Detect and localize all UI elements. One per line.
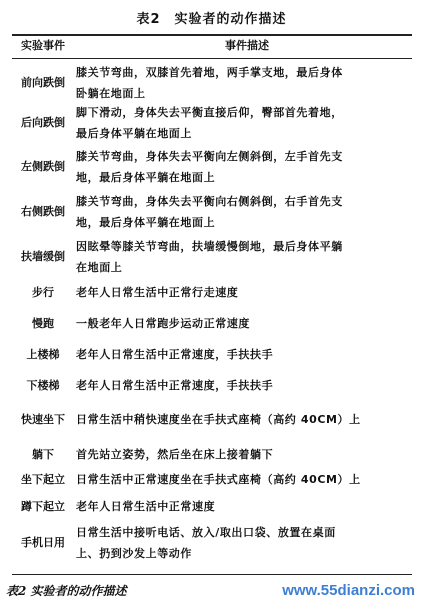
table-row [12, 444, 412, 465]
table-row [12, 409, 412, 430]
event-description-line: 日常生活中接听电话、放入/取出口袋、放置在桌面 [76, 526, 336, 539]
figure-caption: 表2 实验者的动作描述 [6, 584, 127, 598]
event-description-line: 老年人日常生活中正常速度 [76, 500, 216, 513]
event-name: 扶墙缓倒 [21, 250, 65, 263]
table-row [12, 191, 412, 233]
event-name: 右侧跌倒 [21, 205, 65, 218]
event-description-line: 老年人日常生活中正常速度，手扶扶手 [76, 379, 274, 392]
event-description-line: 地，最后身体平躺在地面上 [76, 171, 216, 184]
event-description-line: 首先站立姿势，然后坐在床上接着躺下 [76, 448, 274, 461]
event-description-line: 卧躺在地面上 [76, 87, 146, 100]
event-description-line: 日常生活中正常速度坐在手扶式座椅（高约 40CM）上 [76, 473, 361, 486]
event-name: 前向跌倒 [21, 76, 65, 89]
table-top-rule [12, 34, 412, 36]
event-name: 蹲下起立 [21, 499, 65, 513]
event-description-line: 在地面上 [76, 261, 123, 274]
event-description-line: 日常生活中稍快速度坐在手扶式座椅（高约 40CM）上 [76, 413, 361, 426]
event-description-line: 膝关节弯曲，身体失去平衡向左侧斜倒，左手首先支 [76, 150, 343, 163]
event-description-line: 膝关节弯曲，双膝首先着地，两手掌支地，最后身体 [76, 66, 343, 79]
event-description-line: 脚下滑动，身体失去平衡直接后仰，臀部首先着地， [76, 106, 343, 119]
event-name: 步行 [32, 285, 54, 299]
table-row [12, 146, 412, 188]
table-row [12, 236, 412, 278]
event-description-line: 一般老年人日常跑步运动正常速度 [76, 317, 250, 330]
event-description-line: 老年人日常生活中正常速度，手扶扶手 [76, 348, 274, 361]
header-description: 事件描述 [225, 39, 269, 52]
event-description-line: 老年人日常生活中正常行走速度 [76, 286, 239, 299]
event-name: 下楼梯 [26, 378, 60, 392]
event-name: 坐下起立 [21, 472, 65, 486]
event-name: 上楼梯 [26, 347, 60, 361]
table-row [12, 313, 412, 334]
table-bottom-rule [12, 574, 412, 575]
table-row [12, 102, 412, 144]
header-event: 实验事件 [21, 39, 65, 52]
table-row [12, 375, 412, 396]
event-description-line: 因眩晕等膝关节弯曲，扶墙缓慢倒地，最后身体平躺 [76, 240, 343, 253]
table-row [12, 469, 412, 490]
event-name: 躺下 [32, 447, 54, 461]
watermark: www.55dianzi.com [282, 582, 415, 599]
event-name: 手机日用 [21, 536, 65, 549]
table-row [12, 62, 412, 104]
event-name: 后向跌倒 [21, 116, 65, 129]
event-description-line: 地，最后身体平躺在地面上 [76, 216, 216, 229]
event-description-line: 上、扔到沙发上等动作 [76, 547, 192, 560]
event-description-line: 最后身体平躺在地面上 [76, 127, 192, 140]
event-name: 快速坐下 [21, 412, 65, 426]
table-row [12, 344, 412, 365]
event-name: 左侧跌倒 [21, 160, 65, 173]
table-row [12, 282, 412, 303]
event-name: 慢跑 [32, 316, 54, 330]
table-row [12, 496, 412, 517]
table-header-rule [12, 58, 412, 59]
table-row [12, 522, 412, 564]
table-title: 表2 实验者的动作描述 [136, 12, 287, 27]
event-description-line: 膝关节弯曲，身体失去平衡向右侧斜倒，右手首先支 [76, 195, 343, 208]
